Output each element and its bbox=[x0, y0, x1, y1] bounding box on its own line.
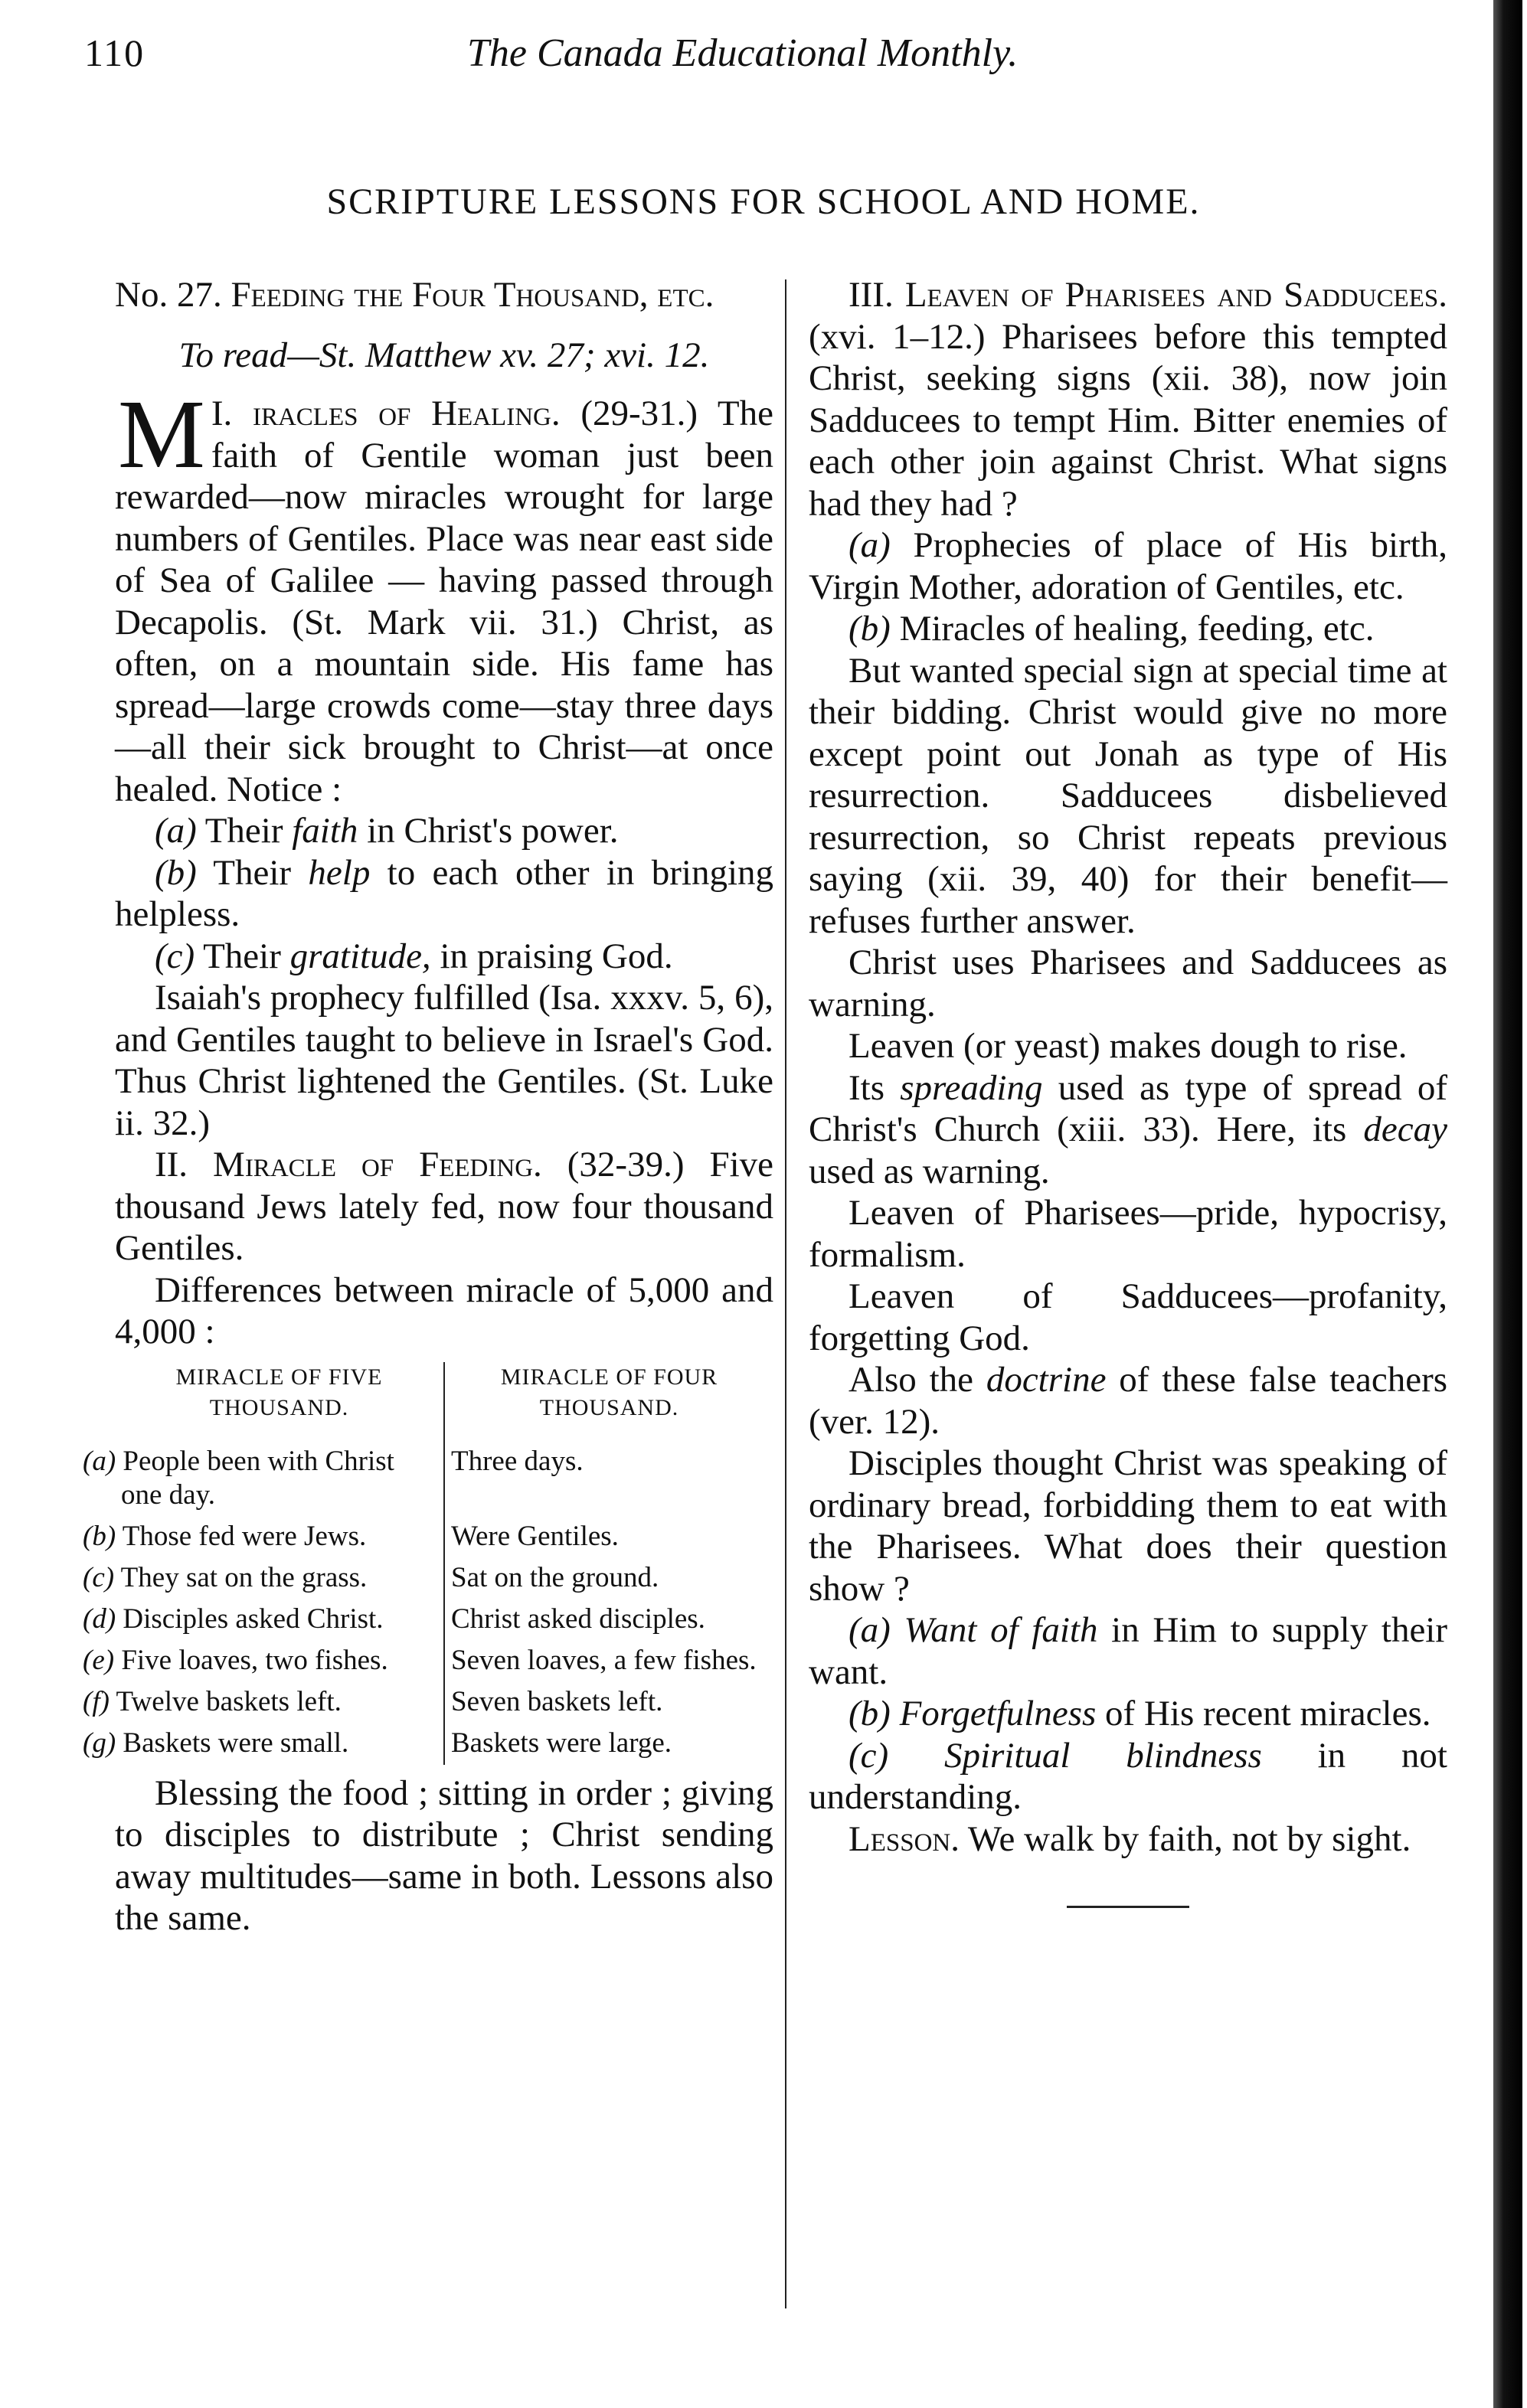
five-thousand-text: Five loaves, two fishes. bbox=[121, 1644, 388, 1676]
blessing-paragraph: Blessing the food ; sitting in order ; giving to disciples to distribute ; Christ sending away multitudes—same in both. Lessons also the same. bbox=[115, 1773, 773, 1938]
section-2-number: II. bbox=[155, 1145, 188, 1184]
right-column bbox=[809, 274, 1447, 1908]
notice-c-label: (c) bbox=[155, 936, 195, 976]
notice-c-post: in praising God. bbox=[440, 936, 673, 976]
five-thousand-text: Disciples asked Christ. bbox=[123, 1603, 384, 1635]
comparison-table bbox=[83, 1362, 773, 1765]
table-row bbox=[115, 1558, 773, 1599]
table-row bbox=[115, 1641, 773, 1682]
spreading-mid: used as type of spread of Christ's Church (xiii. 33). Here, its bbox=[809, 1067, 1447, 1149]
doctrine-emphasis: doctrine bbox=[986, 1360, 1107, 1400]
five-thousand-cell bbox=[83, 1641, 444, 1682]
lesson-heading bbox=[115, 274, 773, 316]
journal-title: The Canada Educational Monthly. bbox=[467, 31, 1019, 75]
warning-paragraph: Christ uses Pharisees and Sadducees as warning. bbox=[809, 943, 1447, 1024]
four-thousand-cell: Were Gentiles. bbox=[451, 1520, 619, 1552]
four-thousand-cell: Baskets were large. bbox=[451, 1727, 672, 1759]
notice-a-pre: Their bbox=[204, 811, 283, 851]
doctrine-paragraph bbox=[809, 1359, 1447, 1443]
lesson-text: We walk by faith, not by sight. bbox=[967, 1818, 1411, 1859]
notice-c-pre: Their bbox=[203, 936, 281, 976]
table-row bbox=[115, 1442, 773, 1517]
show-b-emphasis: Forgetfulness bbox=[899, 1694, 1097, 1733]
four-thousand-cell: Seven loaves, a few fishes. bbox=[451, 1644, 757, 1676]
spreading-post: used as warning. bbox=[809, 1151, 1050, 1191]
show-c-emphasis: Spiritual blindness bbox=[943, 1735, 1262, 1776]
running-head bbox=[84, 31, 1417, 84]
four-thousand-cell: Three days. bbox=[451, 1445, 584, 1477]
decay-emphasis: decay bbox=[1363, 1109, 1447, 1149]
table-row bbox=[115, 1724, 773, 1765]
row-label: (b) bbox=[83, 1520, 116, 1552]
sadducees-leaven-paragraph: Leaven of Sadducees—profanity, forgetting God. bbox=[809, 1276, 1447, 1358]
five-thousand-cell bbox=[83, 1558, 444, 1599]
left-column bbox=[83, 274, 774, 1939]
five-thousand-cell bbox=[83, 1517, 444, 1558]
notice-a bbox=[115, 810, 773, 852]
notice-c-emphasis: gratitude, bbox=[289, 936, 431, 976]
column-divider bbox=[785, 279, 786, 2308]
row-label: (a) bbox=[83, 1445, 116, 1477]
table-row bbox=[115, 1517, 773, 1558]
table-row bbox=[115, 1599, 773, 1641]
four-thousand-cell: Sat on the ground. bbox=[451, 1561, 659, 1593]
four-thousand-cell: Seven baskets left. bbox=[451, 1685, 663, 1717]
section-3 bbox=[809, 274, 1447, 524]
lesson-title: Feeding the Four Thousand, etc. bbox=[231, 275, 714, 315]
notice-a-post: in Christ's power. bbox=[367, 811, 619, 851]
section-3-heading: Leaven of Pharisees and Sadducees. bbox=[904, 275, 1447, 315]
column-header-four-thousand: MIRACLE OF FOUR THOUSAND. bbox=[500, 1364, 718, 1420]
notice-b-emphasis: help bbox=[308, 852, 371, 893]
table-row bbox=[115, 1682, 773, 1724]
notice-b-pre: Their bbox=[213, 852, 292, 893]
signs-a-text: Prophecies of place of His birth, Virgin Mother, adoration of Gentiles, etc. bbox=[809, 525, 1447, 607]
article-title: SCRIPTURE LESSONS FOR SCHOOL AND HOME. bbox=[326, 181, 1201, 222]
binding-edge-shadow bbox=[1493, 0, 1522, 2408]
show-a-emphasis: Want of faith bbox=[904, 1610, 1098, 1650]
show-c bbox=[809, 1735, 1447, 1818]
show-a bbox=[809, 1609, 1447, 1693]
row-label: (c) bbox=[83, 1561, 115, 1593]
notice-b-label: (b) bbox=[155, 852, 197, 893]
signs-a bbox=[809, 524, 1447, 608]
column-header-five-thousand: MIRACLE OF FIVE THOUSAND. bbox=[115, 1362, 444, 1442]
comparison-table-header bbox=[115, 1362, 773, 1442]
section-1-heading: iracles of Healing. bbox=[252, 394, 561, 433]
signs-b bbox=[809, 608, 1447, 650]
section-3-body: (xvi. 1–12.) Pharisees before this tempted Christ, seeking signs (xii. 38), now join Sadducees to tempt Him. Bitter enemies of each other join against Christ. What signs had they had ? bbox=[809, 316, 1447, 524]
five-thousand-cell bbox=[83, 1724, 444, 1765]
lesson-number: No. 27. bbox=[115, 275, 222, 315]
end-rule bbox=[1067, 1906, 1189, 1908]
five-thousand-text: They sat on the grass. bbox=[120, 1561, 368, 1593]
signs-b-label: (b) bbox=[849, 609, 891, 649]
show-a-post: in Him to supply their want. bbox=[809, 1610, 1448, 1692]
show-b bbox=[809, 1693, 1447, 1735]
spreading-paragraph bbox=[809, 1067, 1447, 1193]
row-label: (f) bbox=[83, 1685, 110, 1717]
five-thousand-cell bbox=[83, 1682, 444, 1724]
section-2-heading: Miracle of Feeding. bbox=[213, 1145, 542, 1184]
show-c-label: (c) bbox=[849, 1735, 889, 1776]
isaiah-paragraph: Isaiah's prophecy fulfilled (Isa. xxxv. 5, 6), and Gentiles taught to believe in Israel's God. Thus Christ lightened the Gentiles. (St. Luke ii. 32.) bbox=[115, 978, 773, 1143]
five-thousand-text: Those fed were Jews. bbox=[122, 1520, 367, 1552]
section-2 bbox=[115, 1144, 773, 1269]
five-thousand-cell bbox=[83, 1442, 444, 1517]
reading-reference-text: To read—St. Matthew xv. 27; xvi. 12. bbox=[178, 335, 710, 375]
leaven-rise-paragraph: Leaven (or yeast) makes dough to rise. bbox=[849, 1026, 1408, 1066]
section-3-number: III. bbox=[849, 275, 894, 315]
lesson-paragraph bbox=[809, 1818, 1447, 1861]
row-label: (d) bbox=[83, 1603, 116, 1635]
disciples-paragraph: Disciples thought Christ was speaking of ordinary bread, forbidding them to eat with the Pharisees. What does their question show ? bbox=[809, 1443, 1447, 1609]
notice-b bbox=[115, 852, 773, 936]
page-number: 110 bbox=[84, 31, 146, 74]
notice-b-post: to each other in bringing helpless. bbox=[115, 852, 773, 934]
spreading-pre: Its bbox=[849, 1067, 884, 1108]
section-2-body: (32-39.) Five thousand Jews lately fed, now four thousand Gentiles. bbox=[115, 1145, 773, 1268]
reading-reference bbox=[115, 335, 773, 377]
show-b-label: (b) bbox=[849, 1694, 891, 1733]
lesson-label: Lesson. bbox=[849, 1818, 960, 1859]
show-b-post: of His recent miracles. bbox=[1105, 1694, 1431, 1733]
special-sign-paragraph: But wanted special sign at special time at their bidding. Christ would give no more except point out Jonah as type of His resurrection. Sadducees disbelieved resurrection, so Christ repeats previous saying (xii. 39, 40) for their benefit—refuses further answer. bbox=[809, 650, 1447, 941]
five-thousand-text: People been with Christ one day. bbox=[121, 1445, 394, 1511]
five-thousand-cell bbox=[83, 1599, 444, 1641]
signs-a-label: (a) bbox=[849, 525, 891, 565]
five-thousand-text: Twelve baskets left. bbox=[116, 1685, 342, 1717]
section-1 bbox=[115, 380, 774, 810]
four-thousand-cell: Christ asked disciples. bbox=[451, 1603, 705, 1635]
doctrine-pre: Also the bbox=[849, 1360, 974, 1400]
row-label: (e) bbox=[83, 1644, 115, 1676]
drop-cap: M bbox=[118, 380, 205, 488]
notice-a-emphasis: faith bbox=[292, 811, 358, 851]
section-1-number: I. bbox=[211, 394, 233, 433]
notice-c bbox=[115, 936, 773, 978]
pharisees-leaven-paragraph: Leaven of Pharisees—pride, hypocrisy, formalism. bbox=[809, 1193, 1447, 1275]
five-thousand-text: Baskets were small. bbox=[123, 1727, 349, 1759]
signs-b-text: Miracles of healing, feeding, etc. bbox=[899, 609, 1375, 649]
show-c-post: in not understanding. bbox=[809, 1735, 1447, 1817]
notice-a-label: (a) bbox=[155, 811, 197, 851]
doctrine-post: of these false teachers (ver. 12). bbox=[809, 1360, 1448, 1442]
differences-paragraph: Differences between miracle of 5,000 and 4,000 : bbox=[115, 1269, 773, 1351]
section-1-body: (29-31.) The faith of Gentile woman just been rewarded—now miracles wrought for large numbers of Gentiles. Place was near east side of Sea of Galilee — having passed through Decapolis. (St. Mark vii. 31.) Christ, as often, on a mountain side. His fame has spread—large crowds come—stay three days—all their sick brought to Christ—at once healed. Notice : bbox=[115, 394, 774, 809]
show-a-label: (a) bbox=[849, 1610, 891, 1650]
row-label: (g) bbox=[83, 1727, 116, 1759]
spreading-emphasis: spreading bbox=[900, 1067, 1043, 1108]
